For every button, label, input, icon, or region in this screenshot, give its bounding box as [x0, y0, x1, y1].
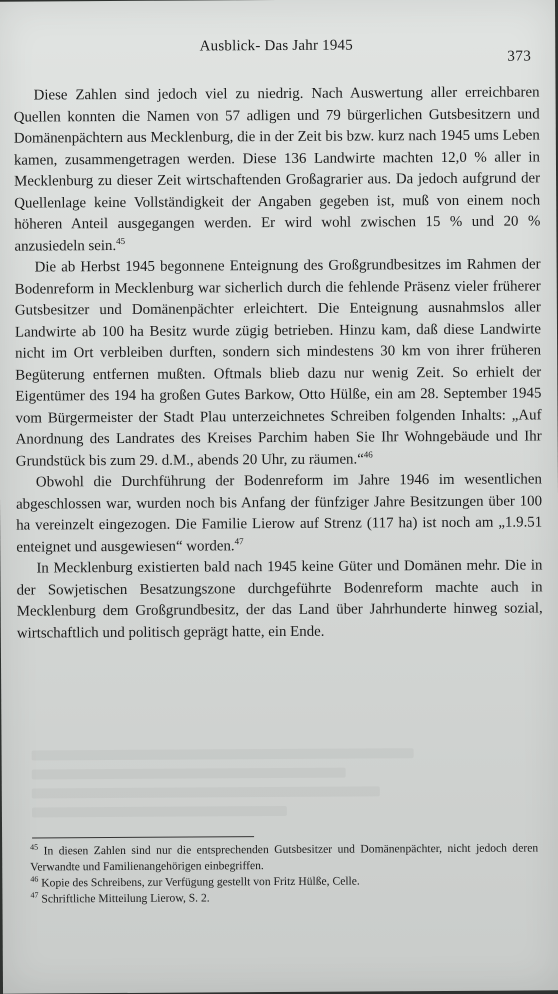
footnote-number: 46: [30, 874, 39, 884]
footnote-text: In diesen Zahlen sind nur die entsprechenden Gutsbesitzer und Domänenpächter, nicht jedoch deren Verwandte und Familienangehörigen einbegriffen.: [30, 841, 539, 874]
show-through-text: [31, 739, 522, 852]
footnote-number: 47: [30, 890, 39, 900]
page-number: 373: [507, 48, 532, 65]
footnote-reference: 47: [234, 535, 244, 546]
footnote-divider: [32, 836, 254, 838]
paragraph-text: In Mecklenburg existierten bald nach 1945 keine Güter und Domänen mehr. Die in der Sowjetischen Besatzungszone durchgeführte Bodenreform machte auch in Mecklenburg dem Großgrundbesitz, der das Land über Jahrhunderte hinweg sozial, wirtschaftlich und politisch geprägt hatte, ein Ende.: [16, 557, 543, 642]
running-head: Ausblick- Das Jahr 1945: [199, 37, 353, 55]
footnote: [30, 888, 538, 907]
footnote: [30, 840, 538, 875]
paragraph: [16, 555, 543, 644]
paragraph: [15, 254, 542, 472]
footnote-reference: 46: [363, 448, 373, 460]
paragraph-text: Die ab Herbst 1945 begonnene Enteignung des Großgrundbesitzes im Rahmen der Bodenreform in Mecklenburg war sicherlich durch die fehlende Präsenz vieler früherer Gutsbesitzer und Domänenpächter erleichtert. Die Enteignung ausnahmslos aller Landwirte ab 100 ha Besitz wurde zügig betrieben. Hinzu kam, daß diese Landwirte nicht im Ort verbleiben durften, sondern sich mindestens 30 km von ihrer früheren Begüterung entfernen mußten. Oftmals blieb dazu nur wenig Zeit. So erhielt der Eigentümer des 194 ha großen Gutes Barkow, Otto Hülße, ein am 28. September 1945 vom Bürgermeister der Stadt Plau unterzeichnetes Schreiben folgenden Inhalts: „Auf Anordnung des Landrates des Kreises Parchim haben Sie Ihr Wohngebäude und Ihr Grundstück bis zum 29. d.M., abends 20 Uhr, zu räumen.“: [14, 256, 542, 470]
footnote-text: Kopie des Schreibens, zur Verfügung gestellt von Fritz Hülße, Celle.: [41, 874, 360, 890]
footnotes: [30, 840, 538, 907]
paragraph-text: Diese Zahlen sind jedoch viel zu niedrig. Nach Auswertung aller erreichbaren Quellen konnten die Namen von 57 adligen und 79 bürgerlichen Gutsbesitzern und Domänenpächtern aus Mecklenburg, die in der Zeit bis bzw. kurz nach 1945 ums Leben kamen, zusammengetragen werden. Diese 136 Landwirte machten 12,0 % aller in Mecklenburg zu dieser Zeit wirtschaftenden Großagrarier aus. Da jedoch aufgrund der Quellenlage keine Vollständigkeit der Angaben gegeben ist, muß von einem noch höheren Anteil ausgegangen werden. Er wird wohl zwischen 15 % und 20 % anzusiedeln sein.: [13, 84, 541, 255]
footnote-number: 45: [30, 842, 39, 852]
paragraph: [13, 82, 540, 257]
main-text: [13, 82, 542, 644]
paragraph: [16, 469, 543, 558]
footnote-reference: 45: [116, 235, 126, 246]
footnote-text: Schriftliche Mitteilung Lierow, S. 2.: [41, 891, 210, 906]
paragraph-text: Obwohl die Durchführung der Bodenreform im Jahre 1946 im wesentlichen abgeschlossen war, wurden noch bis Anfang der fünfziger Jahre Besitzungen über 100 ha vereinzelt eingezogen. Die Familie Lierow auf Strenz (117 ha) ist noch am „1.9.51 enteignet und ausgewiesen“ worden.: [15, 471, 543, 556]
